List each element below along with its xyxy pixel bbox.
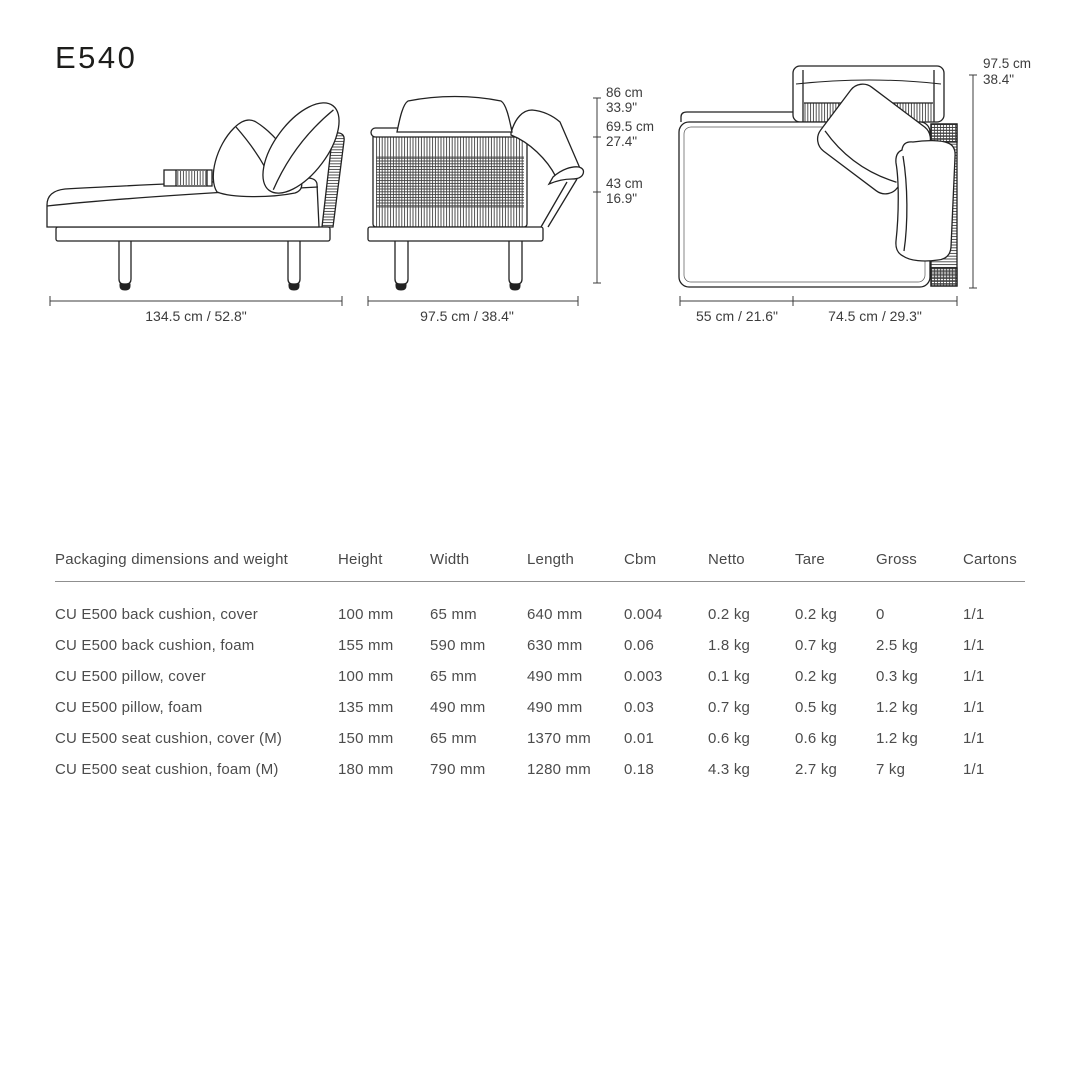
col-header-netto: Netto [708, 551, 745, 568]
table-row [55, 723, 1025, 754]
table-row [55, 692, 1025, 723]
total-height-cm-label: 86 cm [606, 85, 643, 100]
seat-height-cm-label: 43 cm [606, 176, 643, 191]
cell-name: CU E500 seat cushion, cover (M) [55, 730, 283, 747]
col-header-length: Length [527, 551, 575, 568]
cell-cartons: 1/1 [963, 699, 985, 716]
col-header-gross: Gross [876, 551, 918, 568]
cell-tare: 0.6 kg [795, 730, 838, 747]
cell-height: 100 mm [338, 668, 394, 685]
cell-netto: 0.1 kg [708, 668, 751, 685]
cell-length: 640 mm [527, 606, 583, 623]
cell-width: 65 mm [430, 668, 477, 685]
cell-length: 490 mm [527, 668, 583, 685]
cell-gross: 0 [876, 606, 885, 623]
cell-name: CU E500 pillow, cover [55, 668, 206, 685]
cell-tare: 0.2 kg [795, 668, 838, 685]
cell-height: 180 mm [338, 761, 394, 778]
cell-width: 490 mm [430, 699, 486, 716]
cell-tare: 2.7 kg [795, 761, 838, 778]
total-height-in-label: 33.9" [606, 100, 638, 115]
cell-width: 65 mm [430, 606, 477, 623]
seat-depth-dimension-label: 55 cm / 21.6" [695, 308, 779, 324]
table-row [55, 754, 1025, 785]
col-header-tare: Tare [795, 551, 825, 568]
cell-netto: 4.3 kg [708, 761, 751, 778]
drawings-svg [0, 0, 1080, 340]
cell-length: 1280 mm [527, 761, 591, 778]
cell-gross: 1.2 kg [876, 699, 919, 716]
table-body [55, 599, 1025, 785]
cell-cbm: 0.03 [624, 699, 654, 716]
cell-cartons: 1/1 [963, 606, 985, 623]
overall-depth-cm-label: 97.5 cm [983, 56, 1032, 71]
front-view-drawing [368, 97, 601, 307]
cell-height: 150 mm [338, 730, 394, 747]
cell-cbm: 0.004 [624, 606, 663, 623]
cell-netto: 0.7 kg [708, 699, 751, 716]
cell-tare: 0.2 kg [795, 606, 838, 623]
cell-netto: 1.8 kg [708, 637, 751, 654]
packaging-table [55, 551, 1025, 785]
cell-netto: 0.6 kg [708, 730, 751, 747]
cell-cbm: 0.01 [624, 730, 654, 747]
col-header-name: Packaging dimensions and weight [55, 551, 289, 568]
cell-length: 490 mm [527, 699, 583, 716]
overall-depth-in-label: 38.4" [983, 72, 1015, 87]
cell-height: 100 mm [338, 606, 394, 623]
cell-height: 155 mm [338, 637, 394, 654]
table-row [55, 661, 1025, 692]
col-header-cbm: Cbm [624, 551, 657, 568]
table-row [55, 599, 1025, 630]
seat-height-in-label: 16.9" [606, 191, 638, 206]
back-height-in-label: 27.4" [606, 134, 638, 149]
table-row [55, 630, 1025, 661]
side-width-dimension-label: 134.5 cm / 52.8" [145, 308, 247, 324]
cell-tare: 0.7 kg [795, 637, 838, 654]
side-view-drawing [47, 90, 354, 306]
col-header-cartons: Cartons [963, 551, 1017, 568]
back-height-cm-label: 69.5 cm [606, 119, 655, 134]
cell-name: CU E500 pillow, foam [55, 699, 203, 716]
cell-name: CU E500 back cushion, foam [55, 637, 255, 654]
cell-netto: 0.2 kg [708, 606, 751, 623]
cell-width: 590 mm [430, 637, 486, 654]
cell-name: CU E500 back cushion, cover [55, 606, 259, 623]
cell-name: CU E500 seat cushion, foam (M) [55, 761, 279, 778]
cell-cartons: 1/1 [963, 761, 985, 778]
col-header-width: Width [430, 551, 470, 568]
top-view-drawing [679, 66, 977, 306]
back-depth-dimension-label: 74.5 cm / 29.3" [828, 308, 922, 324]
table-header-row [55, 551, 1025, 582]
cell-cbm: 0.18 [624, 761, 654, 778]
cell-gross: 0.3 kg [876, 668, 919, 685]
cell-cbm: 0.003 [624, 668, 663, 685]
cell-width: 65 mm [430, 730, 477, 747]
cell-gross: 1.2 kg [876, 730, 919, 747]
cell-cartons: 1/1 [963, 730, 985, 747]
cell-length: 630 mm [527, 637, 583, 654]
cell-cbm: 0.06 [624, 637, 654, 654]
cell-width: 790 mm [430, 761, 486, 778]
cell-gross: 7 kg [876, 761, 906, 778]
cell-cartons: 1/1 [963, 668, 985, 685]
page-title: E540 [55, 40, 138, 75]
cell-gross: 2.5 kg [876, 637, 919, 654]
cell-height: 135 mm [338, 699, 394, 716]
cell-tare: 0.5 kg [795, 699, 838, 716]
technical-drawings [0, 0, 1080, 340]
cell-cartons: 1/1 [963, 637, 985, 654]
cell-length: 1370 mm [527, 730, 591, 747]
col-header-height: Height [338, 551, 383, 568]
front-width-dimension-label: 97.5 cm / 38.4" [420, 308, 514, 324]
